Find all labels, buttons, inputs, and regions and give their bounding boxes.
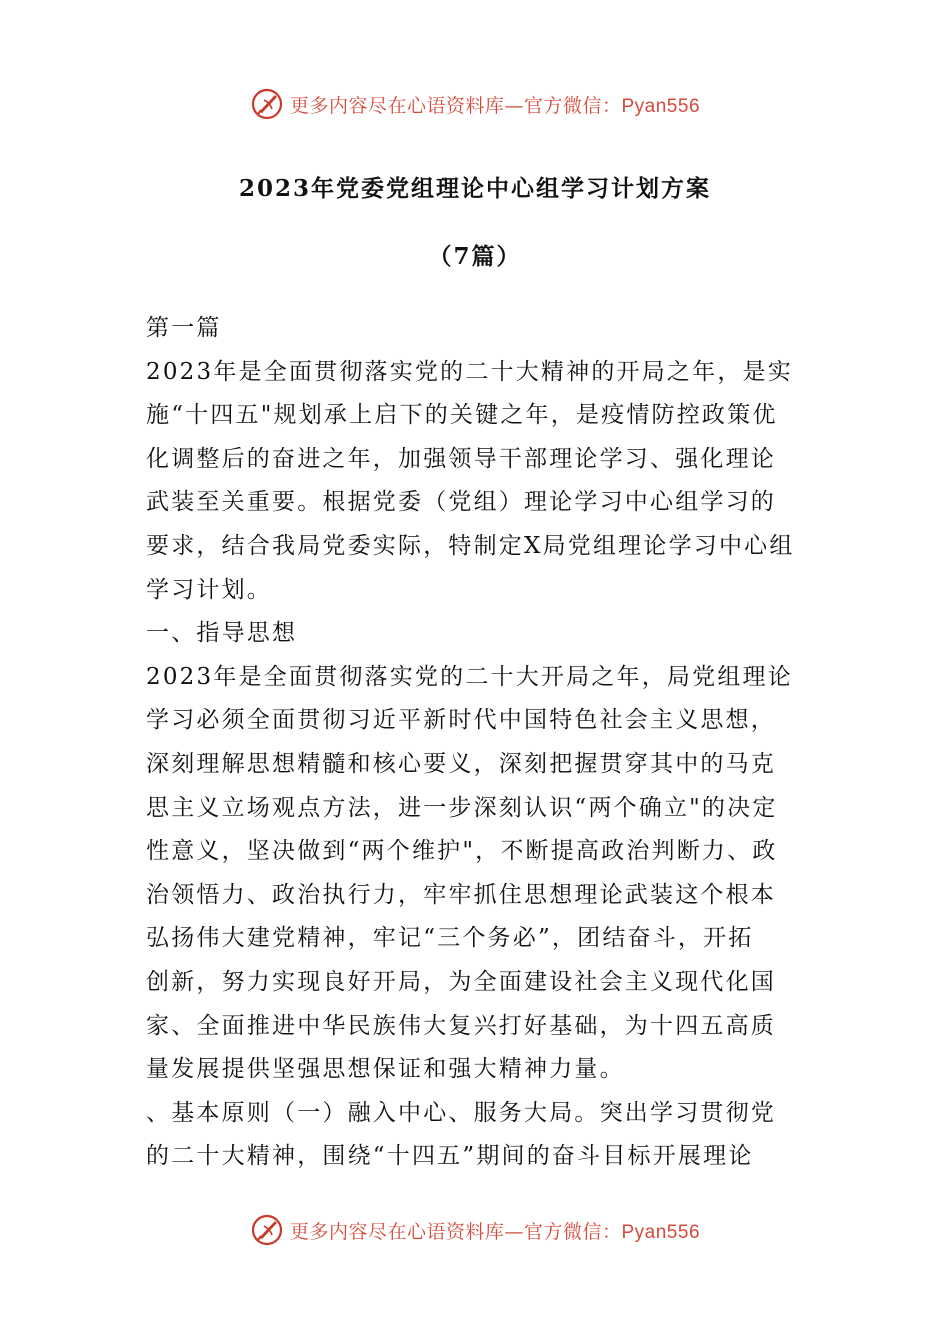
body-line: 第一篇 (146, 315, 222, 341)
body-line: 深刻理解思想精髓和核心要义，深刻把握贯穿其中的马克 (146, 750, 776, 777)
body-line: 的二十大精神，围绕“十四五”期间的奋斗目标开展理论 (146, 1143, 754, 1170)
body-line: 2023年是全面贯彻落实党的二十大开局之年，局党组理论 (146, 663, 793, 690)
body-line: 学习必须全面贯彻习近平新时代中国特色社会主义思想， (146, 707, 776, 734)
body-line: 学习计划。 (146, 576, 272, 603)
body-line: 家、全面推进中华民族伟大复兴打好基础，为十四五高质 (146, 1012, 776, 1039)
watermark-text: 更多内容尽在心语资料库—官方微信： (289, 1220, 622, 1243)
quill-logo-icon (250, 1213, 284, 1247)
body-line: 化调整后的奋进之年，加强领导干部理论学习、强化理论 (146, 445, 776, 472)
watermark-banner-bottom (0, 1210, 950, 1250)
quill-logo-icon (250, 87, 284, 121)
body-line: 2023年是全面贯彻落实党的二十大精神的开局之年，是实 (146, 358, 793, 385)
body-line: 一、指导思想 (146, 620, 298, 647)
document-body (146, 307, 806, 1179)
watermark-id: Pyan556 (621, 95, 701, 117)
body-line: 性意义，坚决做到“两个维护"，不断提高政治判断力、政 (146, 838, 778, 865)
document-title: 2023年党委党组理论中心组学习计划方案 (238, 175, 711, 202)
body-line: 治领悟力、政治执行力，牢牢抓住思想理论武装这个根本 (146, 881, 776, 908)
watermark-banner-top (0, 84, 950, 124)
body-line: 要求，结合我局党委实际，特制定X局党组理论学习中心组 (146, 532, 795, 559)
body-line: 、基本原则（一）融入中心、服务大局。突出学习贯彻党 (146, 1099, 776, 1126)
body-line: 武装至关重要。根据党委（党组）理论学习中心组学习的 (146, 489, 776, 516)
body-line: 量发展提供坚强思想保证和强大精神力量。 (146, 1056, 625, 1083)
watermark-id: Pyan556 (621, 1221, 701, 1243)
body-line: 思主义立场观点方法，进一步深刻认识“两个确立"的决定 (146, 794, 778, 821)
body-line: 弘扬伟大建党精神，牢记“三个务必”，团结奋斗，开拓 (146, 925, 754, 952)
watermark-text: 更多内容尽在心语资料库—官方微信： (289, 94, 622, 117)
body-line: 创新，努力实现良好开局，为全面建设社会主义现代化国 (146, 968, 776, 995)
body-line: 施“十四五"规划承上启下的关键之年，是疫情防控政策优 (146, 402, 778, 429)
document-subtitle: （7篇） (428, 243, 522, 270)
